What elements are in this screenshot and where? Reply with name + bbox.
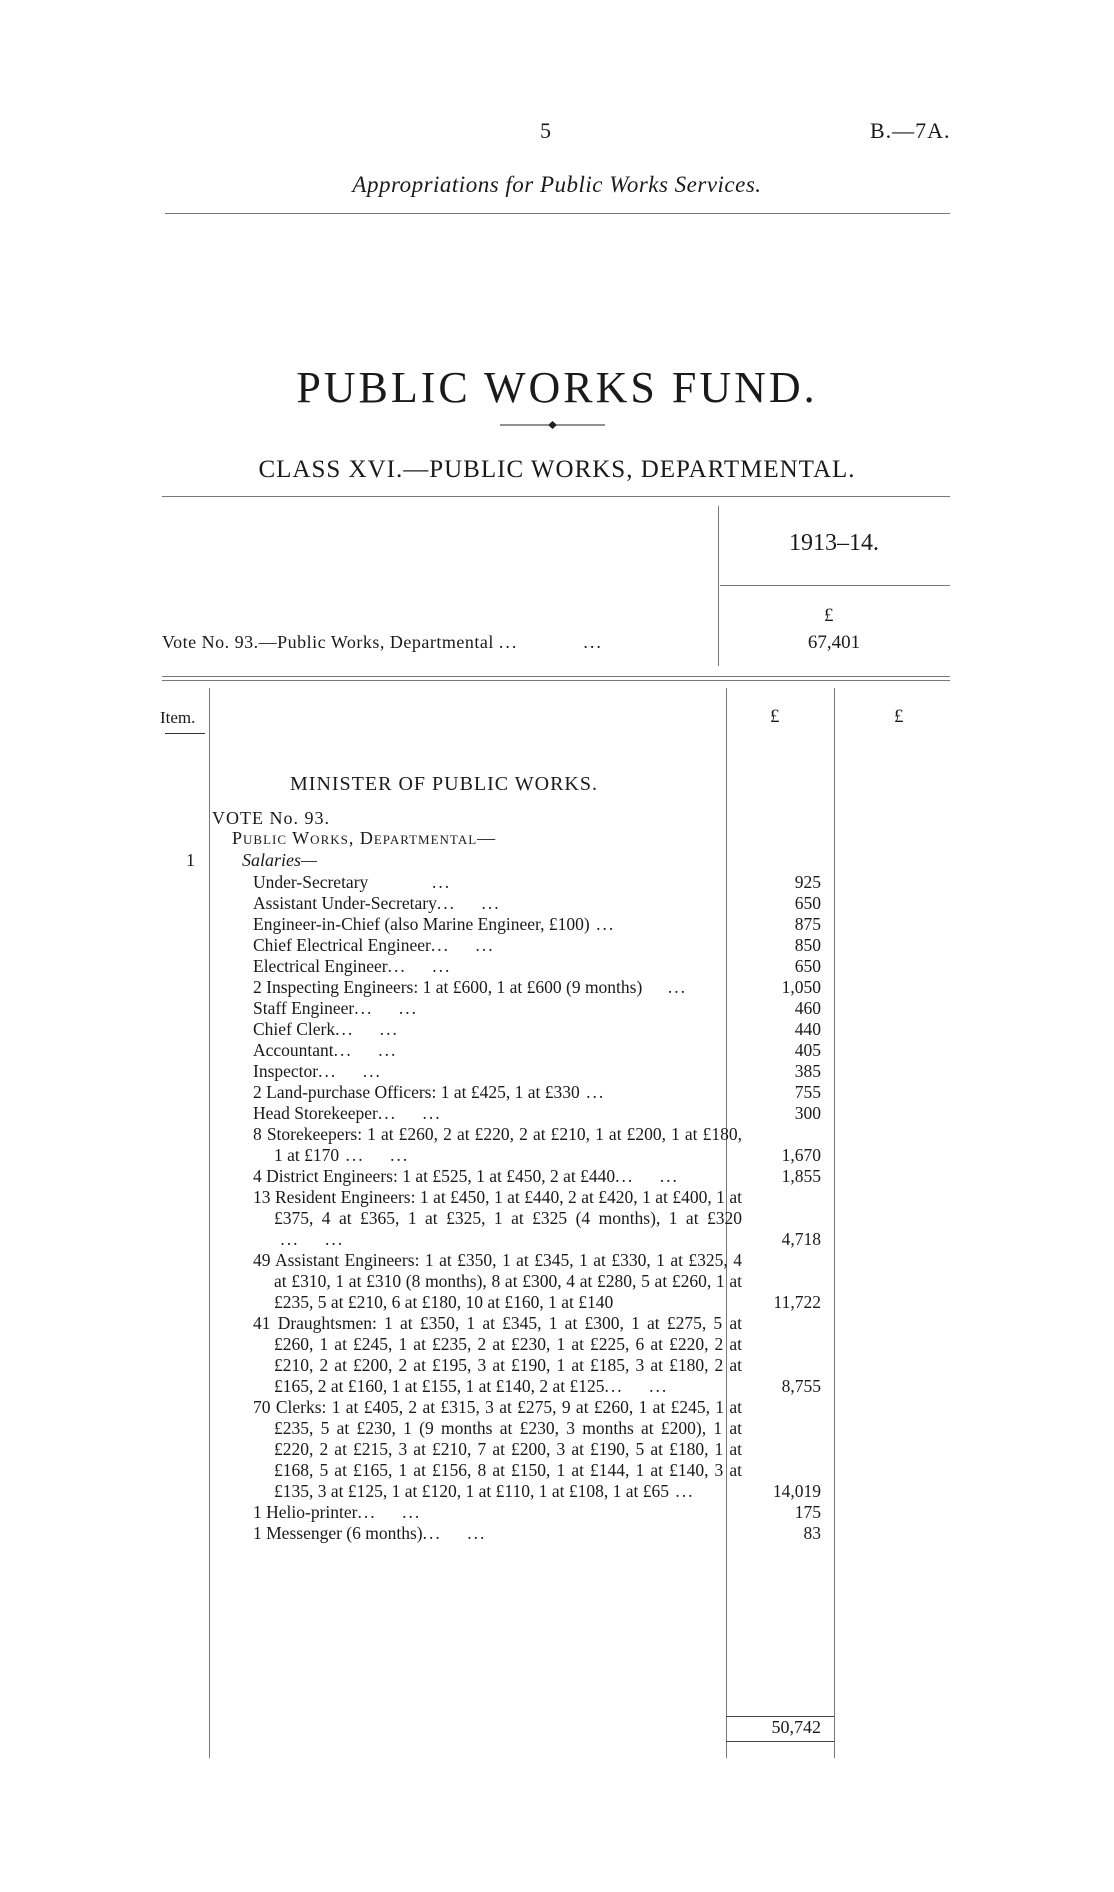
salary-description-text: Head Storekeeper [253,1103,378,1123]
salary-description [253,935,721,956]
table-row [0,1187,1114,1250]
salary-description-text: 49 Assistant Engineers: 1 at £350, 1 at £345, 1 at £330, 1 at £325, 4 at £310, 1 at £310 (8 months), 8 at £300, 4 at £280, 5 at £260, 1 at £235, 5 at £210, 6 at £180, 10 at £160, 1 at £140 [253,1250,742,1312]
salary-amount: 850 [794,935,821,955]
salaries-total: 50,742 [771,1717,821,1737]
class-rule [162,496,950,497]
dot-leader: ... ... [339,1145,410,1165]
salary-ledger [0,872,1114,1544]
document-reference: B.—7A. [870,118,951,143]
fund-title: PUBLIC WORKS FUND. [296,363,818,412]
table-row [0,956,1114,977]
salary-description-text: 8 Storekeepers: 1 at £260, 2 at £220, 2 at £210, 1 at £200, 1 at £180, 1 at £170 [253,1124,742,1165]
salary-description-text: 2 Land-purchase Officers: 1 at £425, 1 at £330 [253,1082,580,1102]
table-row [0,1082,1114,1103]
section-heading: MINISTER OF PUBLIC WORKS. [290,773,598,795]
salary-amount: 875 [794,914,821,934]
dot-leader: ... ... [335,1019,399,1039]
salary-description [253,1250,742,1313]
salary-amount: 460 [794,998,821,1018]
table-row [0,914,1114,935]
salary-amount: 650 [794,893,821,913]
salary-amount: 385 [794,1061,821,1081]
vote-summary-line [162,632,603,653]
dot-leader: ... ... [318,1061,382,1081]
dot-leader: ... ... [333,1040,398,1060]
salary-amount: 300 [794,1103,821,1123]
table-row [0,977,1114,998]
salary-description-text: 4 District Engineers: 1 at £525, 1 at £450, 2 at £440 [253,1166,616,1186]
dot-leader: ... [368,872,452,892]
salary-amount: 11,722 [773,1292,821,1312]
dot-leader: ... [642,977,687,997]
header-rule [165,213,950,214]
salary-amount: 925 [794,872,821,892]
summary-rule-2 [162,680,950,681]
salary-amount: 1,670 [781,1145,821,1165]
salary-description [253,1082,721,1103]
year-rule [720,585,950,586]
salary-description-text: 41 Draughtsmen: 1 at £350, 1 at £345, 1 at £300, 1 at £275, 5 at £260, 1 at £245, 1 at £235, 2 at £230, 1 at £225, 6 at £220, 2 at £210, 2 at £200, 2 at £195, 3 at £190, 1 at £185, 3 at £180, 2 at £165, 2 at £160, 1 at £155, 1 at £140, 2 at £125 [253,1313,742,1396]
table-row [0,872,1114,893]
salary-description [253,1019,721,1040]
salary-description [253,1187,742,1250]
salary-description [253,998,721,1019]
dot-leader: ... [579,1082,606,1102]
dot-leader: ... [589,914,616,934]
table-row [0,935,1114,956]
dot-leader: ... ... [387,956,452,976]
salary-amount: 1,855 [781,1166,821,1186]
salary-description-text: Accountant [253,1040,334,1060]
salary-description-text: Staff Engineer [253,998,355,1018]
salary-amount: 1,050 [781,977,821,997]
table-row [0,1103,1114,1124]
salary-amount: 4,718 [781,1229,821,1249]
salary-description [253,1124,742,1166]
salary-description-text: Chief Clerk [253,1019,336,1039]
salary-description [253,1103,721,1124]
class-title: CLASS XVI.—PUBLIC WORKS, DEPARTMENTAL. [258,456,856,483]
table-row [0,1019,1114,1040]
table-row [0,1040,1114,1061]
salary-amount: 405 [794,1040,821,1060]
salary-description-text: Assistant Under-Secretary [253,893,437,913]
table-row [0,1250,1114,1313]
salary-description [253,1313,742,1397]
table-row [0,893,1114,914]
vote-number: VOTE No. 93. [212,808,330,828]
salary-description-text: 70 Clerks: 1 at £405, 2 at £315, 3 at £275, 9 at £260, 1 at £245, 1 at £235, 5 at £230, 1 (9 months at £230, 3 months at £200), 1 at £220, 2 at £215, 3 at £210, 7 at £200, 3 at £190, 5 at £180, 1 at £168, 5 at £165, 1 at £156, 8 at £150, 1 at £144, 1 at £140, 3 at £135, 3 at £125, 1 at £120, 1 at £110, 1 at £108, 1 at £65 [253,1397,742,1501]
salary-description [253,956,721,977]
salary-amount: 8,755 [781,1376,821,1396]
salary-description [253,893,721,914]
salary-description [253,1397,742,1502]
salary-description-text: 2 Inspecting Engineers: 1 at £600, 1 at £600 (9 months) [253,977,643,997]
diamond-rule-ornament [500,420,605,430]
dot-leader: ... [669,1481,695,1501]
amount-column-heading: £ [770,706,780,727]
salary-description-text: Chief Electrical Engineer [253,935,431,955]
dot-leader: ... ... [377,1103,442,1123]
table-row [0,1313,1114,1397]
salary-amount: 175 [794,1502,821,1522]
salary-description [253,914,721,935]
vote-summary-leader: ... ... [498,632,603,652]
dot-leader: ... ... [357,1502,422,1522]
dot-leader: ... ... [436,893,501,913]
dot-leader: ... ... [422,1523,487,1543]
summary-rule-1 [162,676,950,677]
summary-currency: £ [824,605,834,626]
salary-amount: 755 [794,1082,821,1102]
table-row [0,998,1114,1019]
table-row [0,1523,1114,1544]
item-column-heading: Item. [160,708,196,727]
salary-amount: 83 [803,1523,821,1543]
item-heading-rule [165,733,205,734]
fiscal-year-heading: 1913–14. [789,530,879,556]
salary-description [253,977,742,998]
dot-leader: ... ... [604,1376,669,1396]
salary-description-text: Electrical Engineer [253,956,388,976]
salary-description [253,1502,721,1523]
salary-description [253,1523,721,1544]
salary-description-text: Inspector [253,1061,319,1081]
total-column-heading: £ [894,706,904,727]
dot-leader: ... ... [615,1166,679,1186]
table-row [0,1166,1114,1187]
table-row [0,1397,1114,1502]
table-row [0,1502,1114,1523]
vote-summary-label: Vote No. 93.—Public Works, Departmental [162,632,494,652]
salary-amount: 14,019 [772,1481,821,1501]
page-subtitle: Appropriations for Public Works Services. [352,172,762,197]
salary-description [253,1166,742,1187]
salary-description [253,1061,721,1082]
salary-amount: 440 [794,1019,821,1039]
salary-description [253,872,721,893]
salary-description-text: 1 Messenger (6 months) [253,1523,423,1543]
dot-leader: ... ... [274,1229,345,1249]
salary-description-text: Engineer-in-Chief (also Marine Engineer, £100) [253,914,590,934]
salary-description [253,1040,721,1061]
salary-description-text: 1 Helio-printer [253,1502,358,1522]
item-number: 1 [186,850,195,870]
dot-leader: ... ... [354,998,418,1018]
page-number: 5 [540,118,551,143]
table-row [0,1061,1114,1082]
dot-leader: ... ... [430,935,495,955]
vote-summary-amount: 67,401 [807,632,861,653]
department-heading: Public Works, Departmental— [232,828,497,848]
salary-description-text: Under-Secretary [253,872,369,892]
salary-description-text: 13 Resident Engineers: 1 at £450, 1 at £440, 2 at £420, 1 at £400, 1 at £375, 4 at £365, 1 at £325, 1 at £325 (4 months), 1 at £320 [253,1187,742,1228]
table-row [0,1124,1114,1166]
salary-amount: 650 [794,956,821,976]
salaries-subheading: Salaries— [242,850,318,870]
